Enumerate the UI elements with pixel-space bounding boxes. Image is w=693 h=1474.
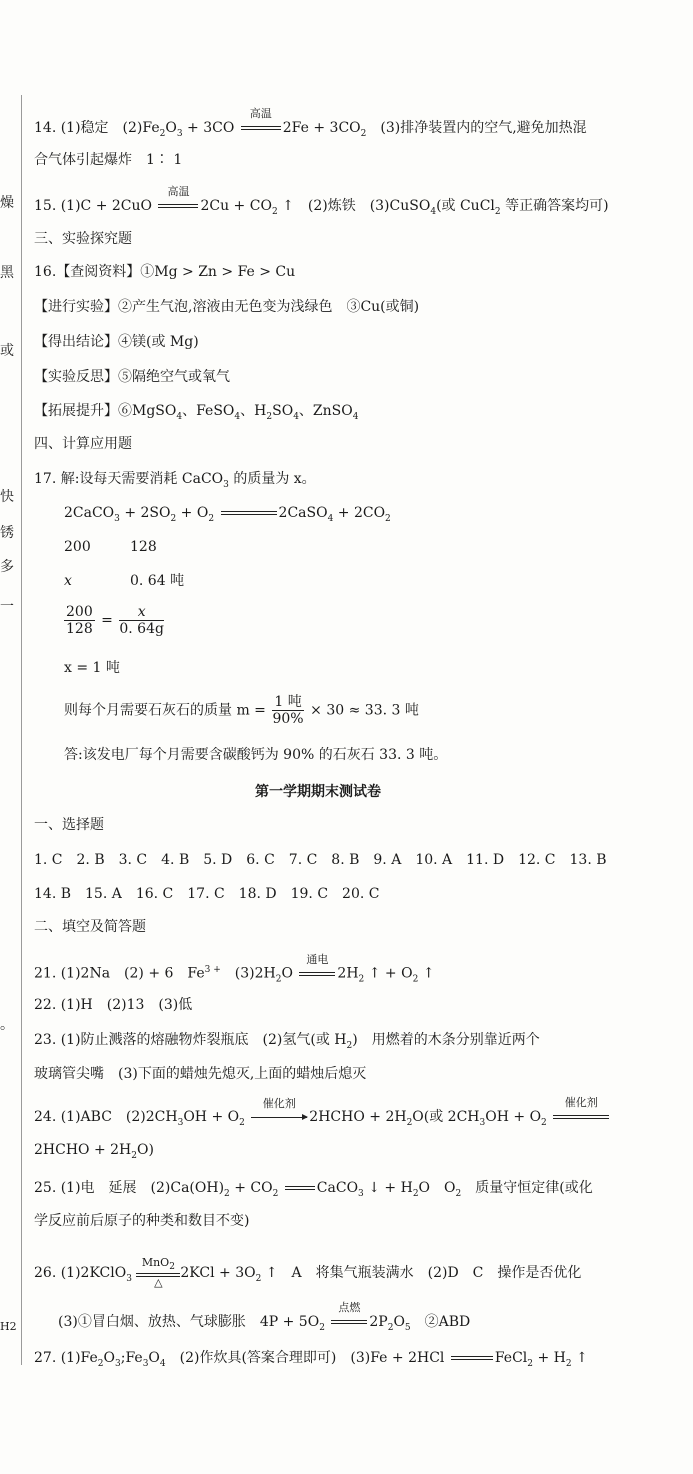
q23-line1: 23. (1)防止溅落的熔融物炸裂瓶底 (2)氢气(或 $H_2$) 用燃着的木条分别靠近两个 [34, 1032, 540, 1051]
q17-answer: 答:该发电厂每个月需要含碳酸钙为 90% 的石灰石 33. 3 吨。 [64, 747, 448, 763]
q14-line1: 14. (1)稳定 $(2)Fe_2O_3 + 3CO$ 高温 $2Fe + 3CO_2$ (3)排净装置内的空气,避免加热混 [34, 107, 587, 139]
edge-char: 黑 [0, 265, 14, 281]
q16-line1: 16.【查阅资料】①Mg > Zn > Fe > Cu [34, 264, 296, 280]
reaction-condition: 高温 [156, 196, 200, 216]
q24-line1: 24. (1)ABC $(2)2CH_3OH + O_2$ 催化剂 2HCHO + $2H_2O$(或 $2CH_3OH + O_2$ 催化剂 [34, 1107, 611, 1133]
q26-line2: (3)①冒白烟、放热、气球膨胀 $4P + 5O_2$ 点燃 $2P_2O_5$ ②ABD [58, 1301, 471, 1333]
choice-answers-2: 14. B 15. A 16. C 17. C 18. D 19. C 20. C [34, 886, 380, 902]
q17-mass: 0. 64 吨 [130, 573, 185, 589]
q17-proportion: $\frac{200}{128}$ = $\frac{x}{0. 64g}$ [66, 604, 164, 637]
q21-line: 21. (1)2Na (2) + 6 $Fe^{3 +}$ $(3)2H_2O$ 通电 $2H_2$ ↑ + $O_2$ ↑ [34, 952, 435, 985]
gutter-line [21, 95, 22, 1365]
edge-char: 。 [0, 1017, 14, 1033]
q16-line5: 【拓展提升】⑥MgSO$_4$、FeSO$_4$、$H_2SO_4$、ZnSO$_4$ [34, 403, 359, 422]
reaction-condition: 高温 [239, 118, 283, 138]
edge-char: 快 [0, 489, 14, 505]
q24-line2: 2HCHO + $2H_2O$) [34, 1142, 154, 1161]
edge-char: 一 [0, 599, 14, 615]
edge-char: 多 [0, 559, 14, 575]
choice-answers-1: 1. C 2. B 3. C 4. B 5. D 6. C 7. C 8. B 9. A 10. A 11. D 12. C 13. B [34, 852, 607, 868]
q15-line: 15. (1)C + 2CuO 高温 $2Cu + CO_2$ ↑ (2)炼铁 (3)CuSO$_4$(或 CuCl$_2$ 等正确答案均可) [34, 185, 609, 217]
section-heading: 一、选择题 [34, 817, 104, 833]
q23-line2: 玻璃管尖嘴 (3)下面的蜡烛先熄灭,上面的蜡烛后熄灭 [34, 1066, 367, 1082]
q17-intro: 17. 解:设每天需要消耗 CaCO$_3$ 的质量为 x。 [34, 471, 316, 490]
q17-var: x [64, 573, 72, 589]
q17-ratio-b: 128 [130, 539, 157, 555]
q16-line4: 【实验反思】⑤隔绝空气或氧气 [34, 369, 230, 385]
q14-line2: 合气体引起爆炸 1∶ 1 [34, 152, 183, 168]
q17-result: x = 1 吨 [64, 660, 120, 676]
q25-line1: 25. (1)电 延展 $(2)Ca(OH)_2 + CO_2$ CaCO$_3$ ↓ + $H_2O$ $O_2$ 质量守恒定律(或化 [34, 1180, 593, 1199]
exam-title: 第一学期期末测试卷 [255, 784, 381, 800]
edge-char: H2 [0, 1320, 17, 1333]
section-heading: 四、计算应用题 [34, 436, 132, 452]
q17-monthly: 则每个月需要石灰石的质量 m = $\frac{\text{1 吨}}{90\%}$ × 30 ≈ 33. 3 吨 [64, 694, 419, 727]
edge-char: 燥 [0, 195, 14, 211]
q17-equation: 2CaCO$_3$ + $2SO_2 + O_2$ 2CaSO$_4$ + $2CO_2$ [64, 505, 391, 524]
q22-line: 22. (1)H (2)13 (3)低 [34, 997, 193, 1013]
q16-line2: 【进行实验】②产生气泡,溶液由无色变为浅绿色 ③Cu(或铜) [34, 299, 420, 315]
q17-ratio-a: 200 [64, 539, 91, 555]
q27-line: 27. $(1)Fe_2O_3;Fe_3O_4$ (2)作炊具(答案合理即可) (3)Fe + 2HCl FeCl$_2$ + $H_2$ ↑ [34, 1350, 588, 1369]
edge-char: 锈 [0, 525, 14, 541]
q25-line2: 学反应前后原子的种类和数目不变) [34, 1213, 250, 1229]
edge-char: 或 [0, 343, 14, 359]
q16-line3: 【得出结论】④镁(或 Mg) [34, 334, 199, 350]
section-heading: 二、填空及简答题 [34, 919, 146, 935]
q26-line1: 26. (1)2KClO$_3$ MnO$_2$ △2KCl + $3O_2$ ↑ A 将集气瓶装满水 (2)D C 操作是否优化 [34, 1256, 582, 1290]
section-heading: 三、实验探究题 [34, 231, 132, 247]
